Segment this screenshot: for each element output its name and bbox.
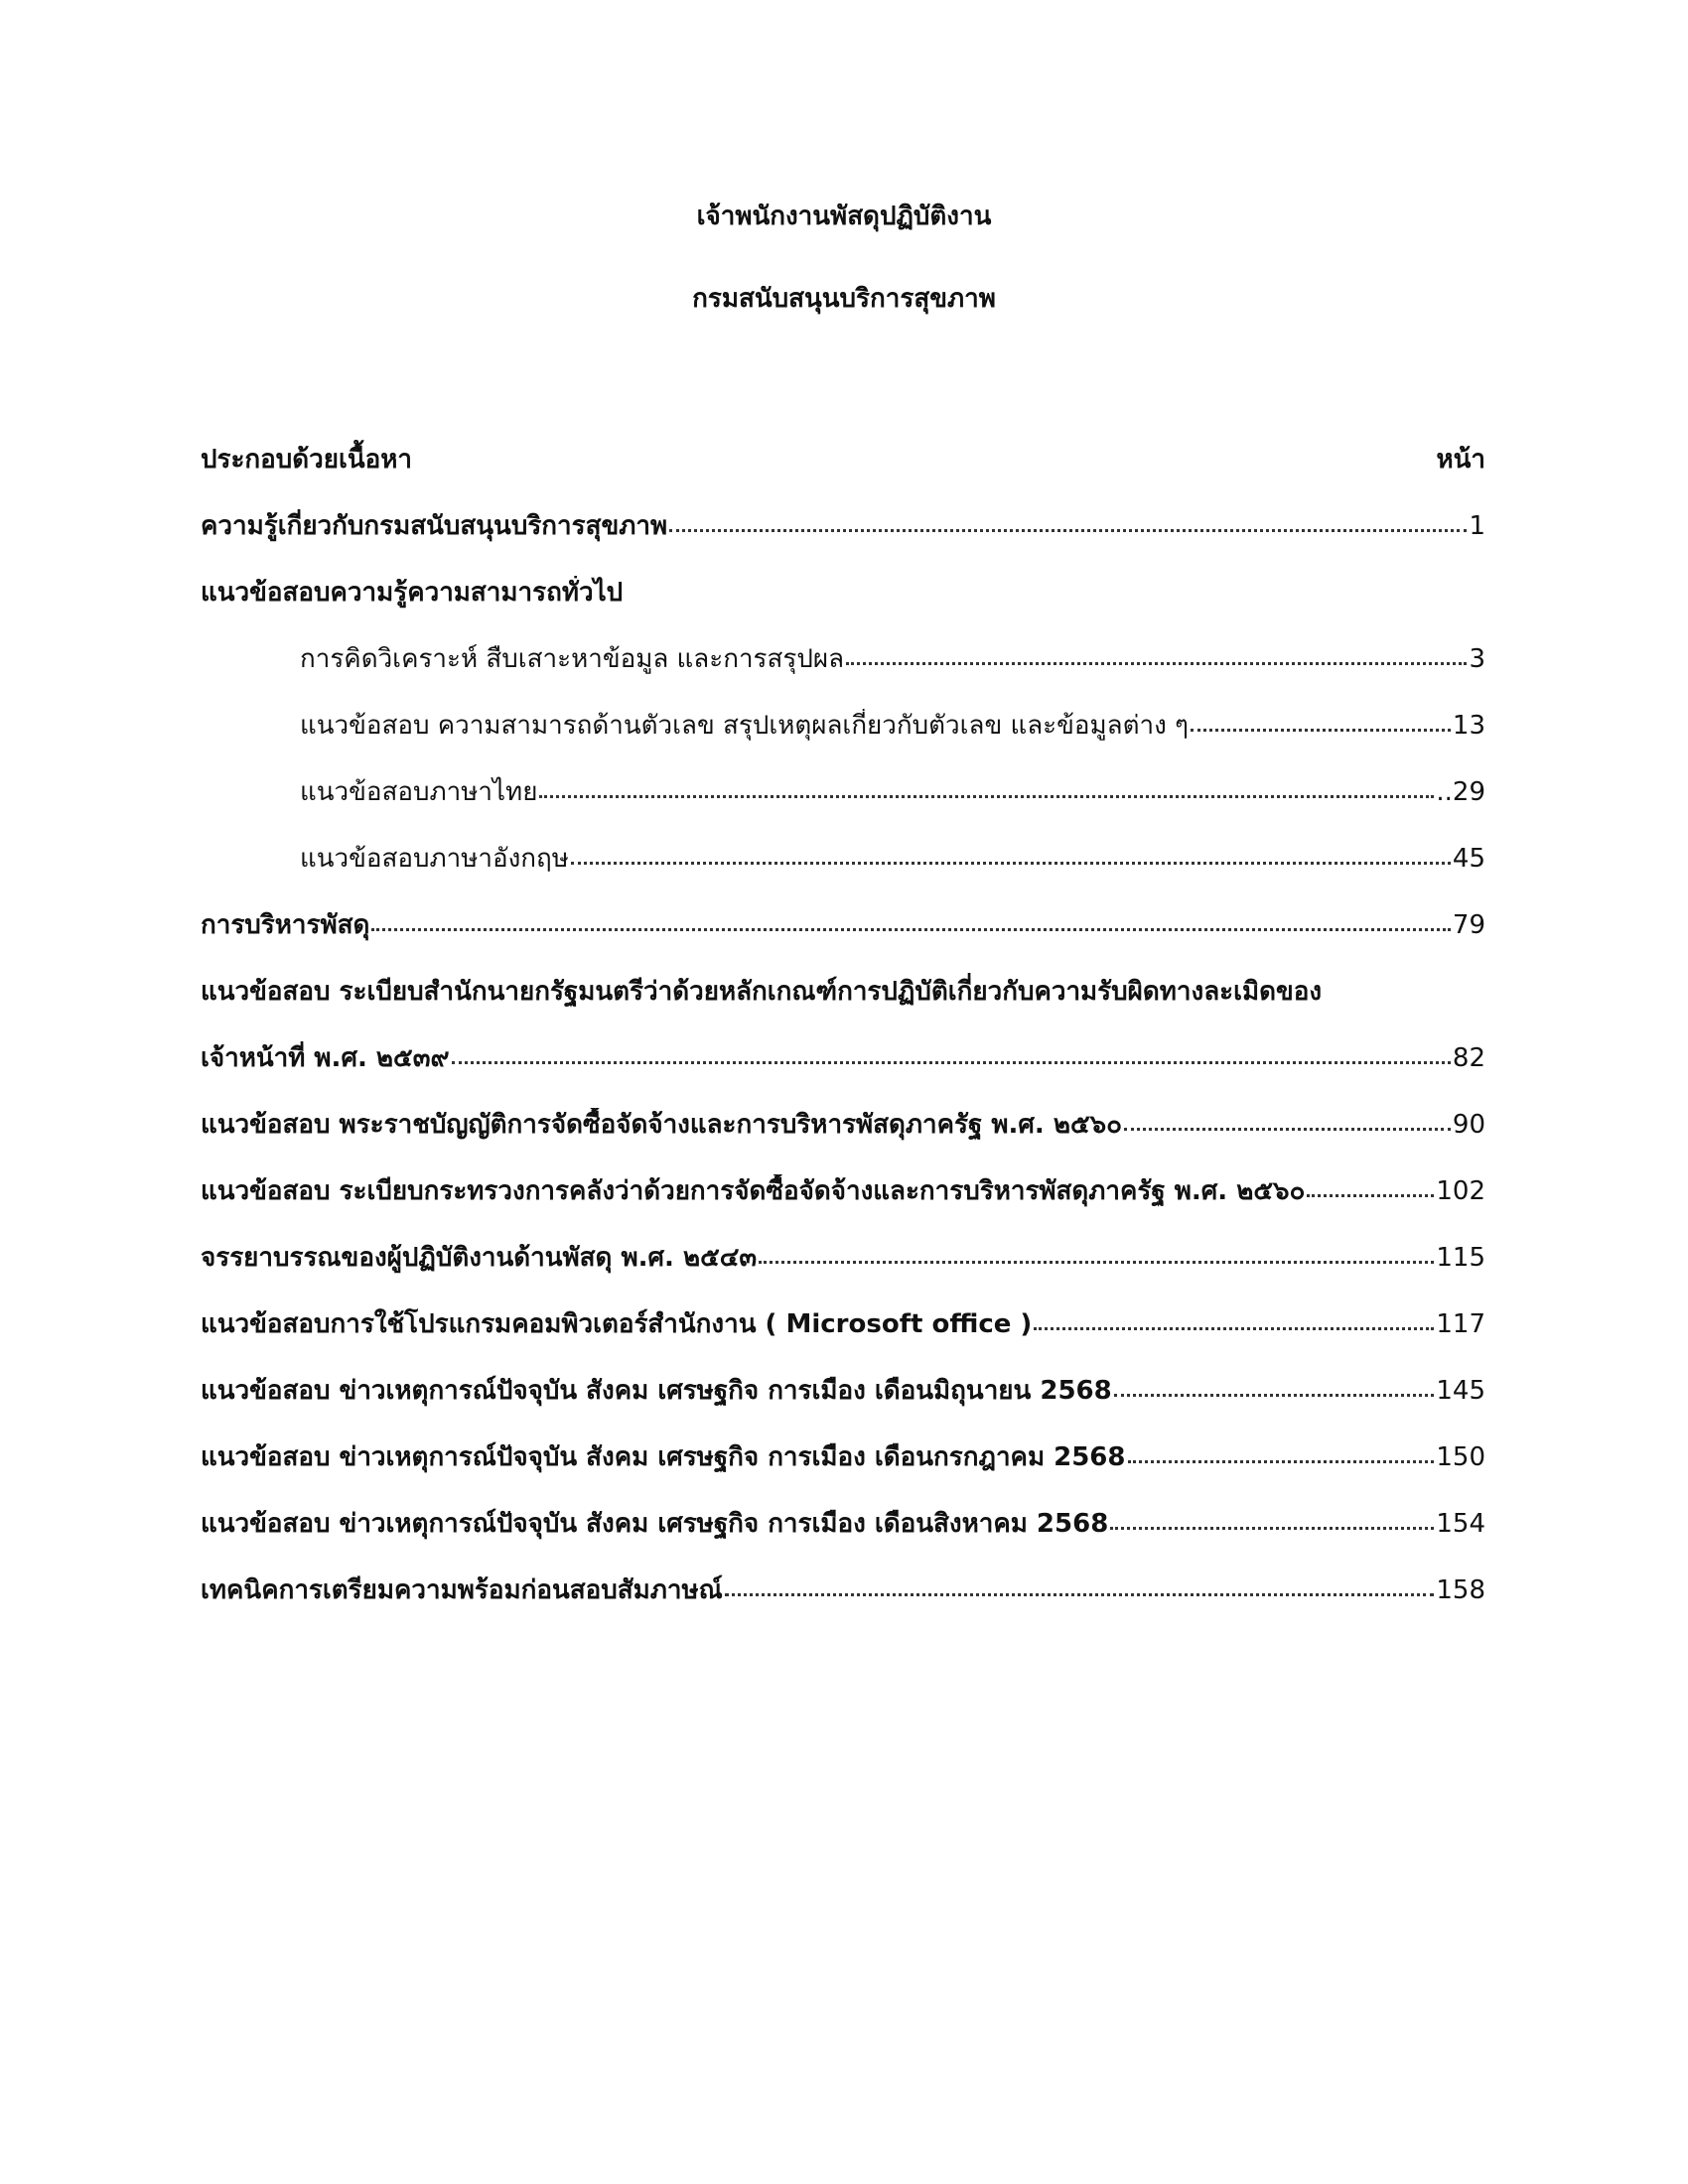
toc-entry-label: แนวข้อสอบ ระเบียบกระทรวงการคลังว่าด้วยการจัดซื้อจัดจ้างและการบริหารพัสดุภาครัฐ พ.ศ. ๒๕๖๐ [201, 1176, 1306, 1206]
toc-entry-page: 102 [1436, 1176, 1485, 1206]
dot-leader [1110, 1512, 1434, 1532]
toc-entry [201, 1573, 1485, 1640]
toc-entry [201, 509, 1485, 576]
dot-leader [1307, 1179, 1434, 1199]
toc-entry-label-line2: เจ้าหน้าที่ พ.ศ. ๒๕๓๙ [201, 1043, 450, 1073]
toc-entry-label: แนวข้อสอบ ความสามารถด้านตัวเลข สรุปเหตุผลเกี่ยวกับตัวเลข และข้อมูลต่าง ๆ [300, 711, 1190, 741]
toc-entry-page: 45 [1452, 844, 1485, 874]
dot-leader [1191, 714, 1451, 734]
toc-entry-label: ความรู้เกี่ยวกับกรมสนับสนุนบริการสุขภาพ [201, 511, 668, 541]
toc-entry-label: แนวข้อสอบ พระราชบัญญัติการจัดซื้อจัดจ้างและการบริหารพัสดุภาครัฐ พ.ศ. ๒๕๖๐ [201, 1110, 1123, 1140]
toc-entry [201, 908, 1485, 975]
toc-entry-page: 115 [1436, 1243, 1485, 1273]
dot-leader [725, 1578, 1435, 1598]
document-title: เจ้าพนักงานพัสดุปฏิบัติงาน [696, 202, 992, 231]
toc-entry-label: แนวข้อสอบภาษาอังกฤษ [300, 844, 569, 874]
toc-entry-label: แนวข้อสอบ ข่าวเหตุการณ์ปัจจุบัน สังคม เศรษฐกิจ การเมือง เดือนสิงหาคม 2568 [201, 1509, 1109, 1539]
toc-entry [201, 975, 1485, 1108]
toc-entry-page: ..29 [1436, 777, 1485, 807]
dot-leader [571, 847, 1451, 867]
toc-entry-page: 117 [1436, 1309, 1485, 1339]
toc-entry [201, 1374, 1485, 1440]
toc-entry [201, 642, 1485, 709]
toc-entry [201, 775, 1485, 842]
toc-entry-page: 3 [1469, 644, 1485, 674]
toc-entry [201, 709, 1485, 775]
toc-entry-page: 90 [1452, 1110, 1485, 1140]
toc-section-label: แนวข้อสอบความรู้ความสามารถทั่วไป [201, 578, 624, 608]
toc-entry-label-line1: แนวข้อสอบ ระเบียบสำนักนายกรัฐมนตรีว่าด้วยหลักเกณฑ์การปฏิบัติเกี่ยวกับความรับผิดทางละเมิดของ [201, 977, 1323, 1007]
toc-page-label: หน้า [1436, 445, 1485, 475]
dot-leader [1124, 1113, 1451, 1133]
title-block [0, 204, 1688, 312]
toc-entry-page: 158 [1436, 1575, 1485, 1605]
toc-entry [201, 1108, 1485, 1174]
toc-entry [201, 842, 1485, 908]
dot-leader [1128, 1445, 1435, 1465]
dot-leader [452, 1046, 1451, 1066]
toc-entry-label: แนวข้อสอบการใช้โปรแกรมคอมพิวเตอร์สำนักงาน ( Microsoft office ) [201, 1309, 1033, 1339]
dot-leader [759, 1246, 1434, 1266]
document-subtitle: กรมสนับสนุนบริการสุขภาพ [692, 284, 996, 314]
dot-leader [846, 647, 1467, 667]
toc-entry-label: จรรยาบรรณของผู้ปฏิบัติงานด้านพัสดุ พ.ศ. ๒๕๔๓ [201, 1243, 758, 1273]
table-of-contents [201, 509, 1485, 1640]
toc-entry [201, 1507, 1485, 1573]
toc-section-heading [201, 576, 1485, 642]
toc-contents-label: ประกอบด้วยเนื้อหา [201, 445, 413, 475]
toc-header [201, 444, 1485, 476]
toc-entry-label: แนวข้อสอบภาษาไทย [300, 777, 538, 807]
toc-entry-label: การบริหารพัสดุ [201, 910, 370, 940]
dot-leader [1034, 1312, 1434, 1332]
dot-leader [1114, 1379, 1435, 1399]
toc-entry-label: เทคนิคการเตรียมความพร้อมก่อนสอบสัมภาษณ์ [201, 1575, 723, 1605]
toc-entry-page: 145 [1436, 1376, 1485, 1406]
toc-entry [201, 1241, 1485, 1307]
toc-entry-page: 13 [1452, 711, 1485, 741]
toc-entry [201, 1307, 1485, 1374]
toc-entry-page: 154 [1436, 1509, 1485, 1539]
toc-entry [201, 1174, 1485, 1241]
toc-entry-page: 82 [1452, 1043, 1485, 1073]
toc-entry-label: แนวข้อสอบ ข่าวเหตุการณ์ปัจจุบัน สังคม เศรษฐกิจ การเมือง เดือนกรกฎาคม 2568 [201, 1442, 1126, 1472]
toc-entry-label: การคิดวิเคราะห์ สืบเสาะหาข้อมูล และการสรุปผล [300, 644, 845, 674]
toc-entry-page: 150 [1436, 1442, 1485, 1472]
dot-leader [371, 913, 1451, 933]
toc-entry-page: 1 [1469, 511, 1485, 541]
toc-entry-page: 79 [1452, 910, 1485, 940]
dot-leader [539, 780, 1434, 800]
toc-entry [201, 1440, 1485, 1507]
toc-entry-label: แนวข้อสอบ ข่าวเหตุการณ์ปัจจุบัน สังคม เศรษฐกิจ การเมือง เดือนมิถุนายน 2568 [201, 1376, 1112, 1406]
dot-leader [669, 514, 1467, 534]
